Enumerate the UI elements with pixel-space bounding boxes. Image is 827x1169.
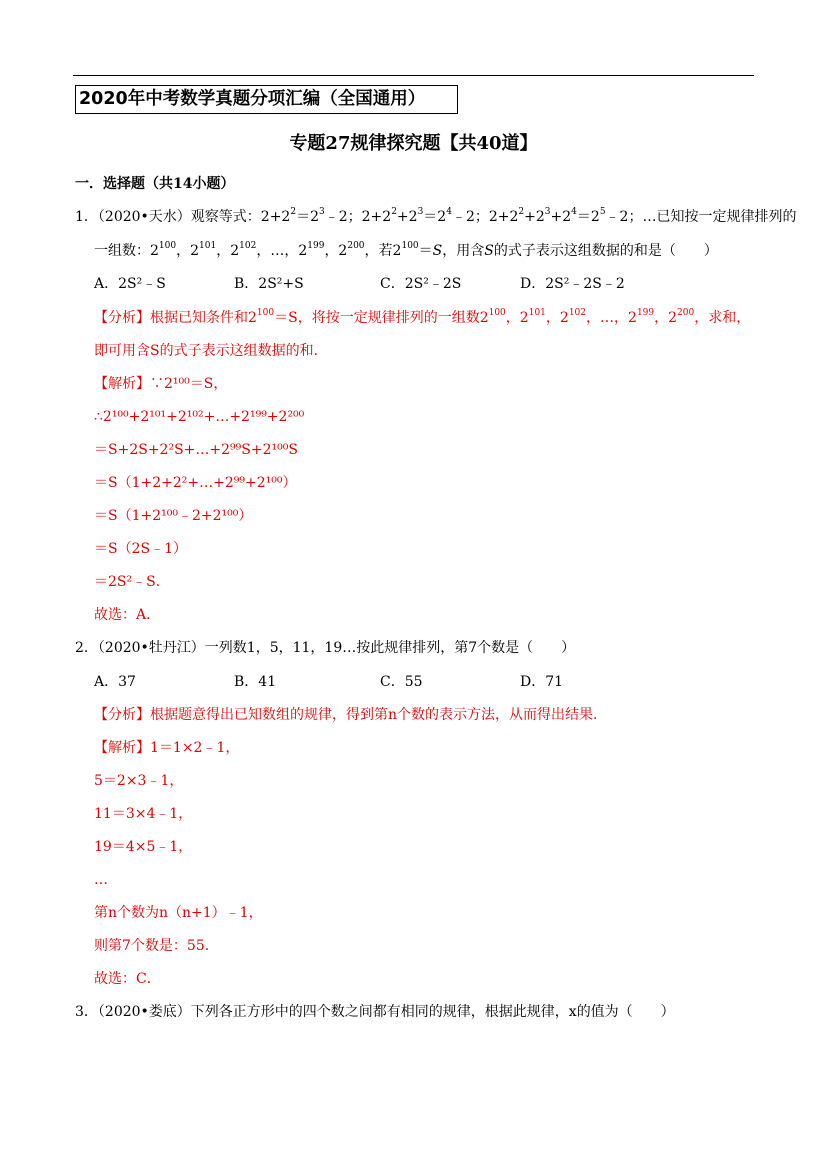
q1-stem-line2: 一组数：$2^{100}$，$2^{101}$，$2^{102}$，…，$2^{199}$，$2^{200}$，若$2^{100}=S$，用含S的式子表示这组数据的和是（ ）	[94, 241, 718, 259]
q2-analysis: 【分析】根据题意得出已知数组的规律，得到第n个数的表示方法，从而得出结果．	[94, 707, 608, 723]
q1-solution-line2: ∴2¹⁰⁰+2¹⁰¹+2¹⁰²+…+2¹⁹⁹+2²⁰⁰	[94, 409, 305, 425]
q2-option-d: D．71	[520, 674, 564, 690]
q1-solution-line1: 【解析】∵2¹⁰⁰＝S，	[94, 376, 228, 392]
q1-stem-line1: 1．（2020•天水）观察等式：$2+2^2=2^3﹣2$；$2+2^2+2^3=2^4﹣2$；$2+2^2+2^3+2^4=2^5﹣2$；…已知按一定规律排列的	[75, 207, 797, 225]
q2-solution-line3: 11＝3×4﹣1，	[94, 806, 193, 822]
page-title: 专题27规律探究题【共40道】	[289, 133, 538, 154]
q2-solution-line6: 第n个数为n（n+1）﹣1，	[94, 905, 263, 921]
q2-solution-line5: …	[94, 872, 108, 888]
q2-option-b: B．41	[234, 674, 277, 690]
q1-analysis-line1: 【分析】根据已知条件和$2^{100}=S$，将按一定规律排列的一组数$2^{100}$，$2^{101}$，$2^{102}$，…，$2^{199}$，$2^{200}$，求和，	[94, 308, 751, 326]
q2-stem: 2．（2020•牡丹江）一列数1，5，11，19…按此规律排列，第7个数是（ ）	[75, 640, 576, 656]
q2-solution-line4: 19＝4×5﹣1，	[94, 839, 193, 855]
q1-option-b: B．2S²+S	[234, 276, 304, 292]
q1-analysis-line2: 即可用含S的式子表示这组数据的和．	[94, 343, 328, 359]
q1-option-d: D．2S²﹣2S﹣2	[520, 276, 625, 292]
q1-option-c: C．2S²﹣2S	[380, 276, 462, 292]
q2-solution-line2: 5＝2×3﹣1，	[94, 773, 184, 789]
top-rule	[73, 75, 754, 76]
q1-solution-line3: ＝S+2S+2²S+…+2⁹⁹S+2¹⁰⁰S	[94, 442, 298, 458]
q1-solution-line7: ＝2S²﹣S．	[94, 574, 170, 590]
q1-answer: 故选：A．	[94, 607, 161, 623]
q2-answer: 故选：C．	[94, 971, 161, 987]
q1-solution-line5: ＝S（1+2¹⁰⁰﹣2+2¹⁰⁰）	[94, 508, 253, 524]
section-heading: 一．选择题（共14小题）	[75, 176, 235, 192]
q1-option-a: A．2S²﹣S	[94, 276, 166, 292]
q2-solution-line1: 【解析】1＝1×2﹣1，	[94, 740, 240, 756]
q2-solution-line7: 则第7个数是：55．	[94, 938, 219, 954]
q2-option-a: A．37	[94, 674, 136, 690]
q3-stem: 3．（2020•娄底）下列各正方形中的四个数之间都有相同的规律，根据此规律，x的值为（ ）	[75, 1004, 675, 1020]
q1-solution-line6: ＝S（2S﹣1）	[94, 541, 187, 557]
q1-solution-line4: ＝S（1+2+2²+…+2⁹⁹+2¹⁰⁰）	[94, 475, 297, 491]
collection-title: 2020年中考数学真题分项汇编（全国通用）	[75, 85, 458, 114]
q2-option-c: C．55	[380, 674, 423, 690]
